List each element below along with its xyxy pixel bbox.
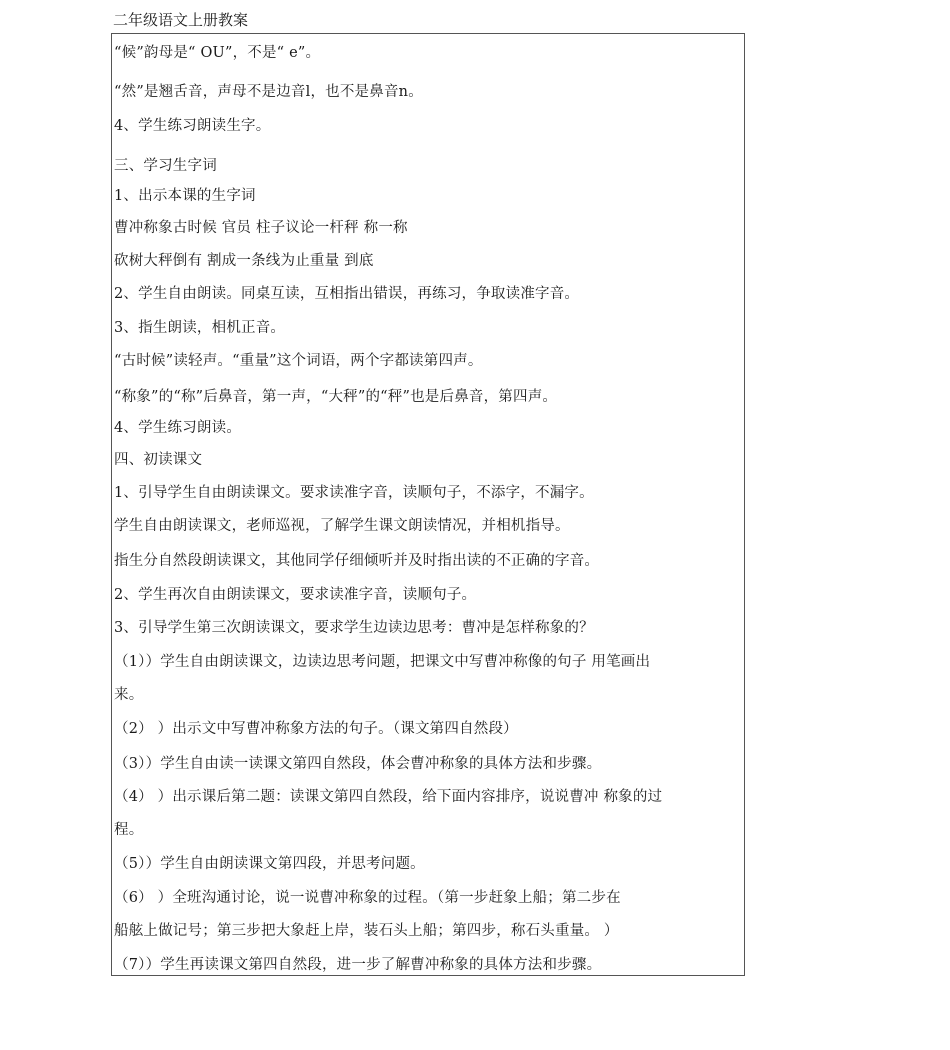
section-heading: 三、学习生字词 xyxy=(114,158,217,174)
text-line: 4、学生练习朗读。 xyxy=(114,420,242,436)
text-line: （3））学生自由读一读课文第四自然段，体会曹冲称象的具体方法和步骤。 xyxy=(114,756,602,772)
text-line: 砍树大秤倒有 割成一条线为止重量 到底 xyxy=(114,253,374,269)
text-line: （4） ）出示课后第二题：读课文第四自然段，给下面内容排序，说说曹冲 称象的过 xyxy=(114,789,663,805)
text-line: 指生分自然段朗读课文，其他同学仔细倾听并及时指出读的不正确的字音。 xyxy=(114,553,600,569)
text-line: 曹冲称象古时候 官员 柱子议论一杆秤 称一称 xyxy=(114,220,408,236)
text-line: 程。 xyxy=(114,822,144,838)
text-line: 4、学生练习朗读生字。 xyxy=(114,118,271,134)
text-line: 3、引导学生第三次朗读课文，要求学生边读边思考：曹冲是怎样称象的？ xyxy=(114,620,594,636)
text-line: “称象”的“称”后鼻音，第一声，“大秤”的“秤”也是后鼻音，第四声。 xyxy=(114,389,558,405)
text-line: “然”是翘舌音，声母不是边音l，也不是鼻音n。 xyxy=(114,84,423,100)
text-line: 2、学生再次自由朗读课文，要求读准字音，读顺句子。 xyxy=(114,587,477,603)
lesson-content-box xyxy=(111,33,745,976)
text-line: 来。 xyxy=(114,687,144,703)
text-line: 1、引导学生自由朗读课文。要求读准字音，读顺句子，不添字，不漏字。 xyxy=(114,485,594,501)
text-line: 2、学生自由朗读。同桌互读，互相指出错误，再练习，争取读准字音。 xyxy=(114,286,580,302)
text-line: （1））学生自由朗读课文，边读边思考问题，把课文中写曹冲称像的句子 用笔画出 xyxy=(114,654,651,670)
text-line: “候”韵母是“ OU”，不是“ e”。 xyxy=(114,45,321,61)
text-line: （5））学生自由朗读课文第四段，并思考问题。 xyxy=(114,856,425,872)
text-line: “古时候”读轻声。“重量”这个词语，两个字都读第四声。 xyxy=(114,353,483,369)
text-line: （6） ）全班沟通讨论，说一说曹冲称象的过程。（第一步赶象上船；第二步在 xyxy=(114,890,621,906)
text-line: 船舷上做记号；第三步把大象赶上岸，装石头上船；第四步，称石头重量。 ） xyxy=(114,923,619,939)
text-line: 1、出示本课的生字词 xyxy=(114,188,256,204)
page-header-title: 二年级语文上册教案 xyxy=(113,11,249,29)
text-line: （2） ）出示文中写曹冲称象方法的句子。（课文第四自然段） xyxy=(114,721,518,737)
section-heading: 四、初读课文 xyxy=(114,452,203,468)
text-line: 学生自由朗读课文，老师巡视，了解学生课文朗读情况，并相机指导。 xyxy=(114,518,570,534)
text-line: （7））学生再读课文第四自然段，进一步了解曹冲称象的具体方法和步骤。 xyxy=(114,957,602,973)
text-line: 3、指生朗读，相机正音。 xyxy=(114,320,286,336)
